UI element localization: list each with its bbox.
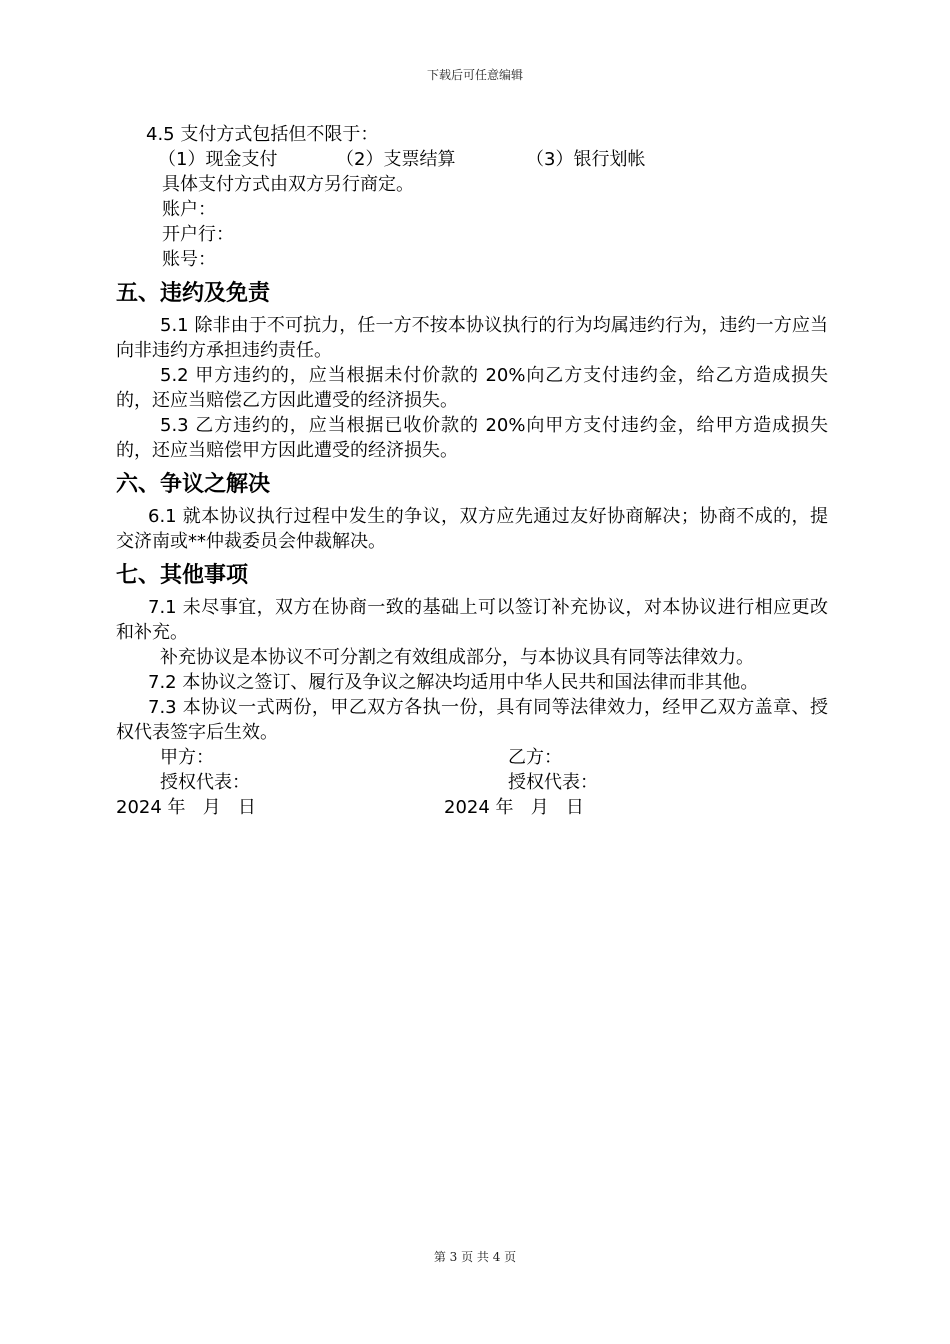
clause-5-3: 5.3 乙方违约的，应当根据已收价款的 20%向甲方支付违约金，给甲方造成损失的，还应当赔偿甲方因此遭受的经济损失。 <box>116 415 828 461</box>
clause-4-5: 4.5 支付方式包括但不限于： <box>146 124 379 145</box>
document-body <box>116 122 828 820</box>
clause-5-2: 5.2 甲方违约的，应当根据未付价款的 20%向乙方支付违约金，给乙方造成损失的，还应当赔偿乙方因此遭受的经济损失。 <box>116 365 828 411</box>
date-b: 2024 年 月 日 <box>444 797 584 818</box>
account-name-label: 账户： <box>162 199 216 220</box>
page-number: 第 3 页 共 4 页 <box>433 1250 517 1264</box>
account-number-label: 账号： <box>162 249 216 270</box>
header-note: 下载后可任意编辑 <box>426 68 523 82</box>
section-6-heading: 六、争议之解决 <box>116 472 271 497</box>
signature-party-row <box>116 745 828 770</box>
supplement-clause: 补充协议是本协议不可分割之有效组成部分，与本协议具有同等法律效力。 <box>160 647 754 668</box>
payment-method-cash: （1）现金支付 <box>158 149 278 170</box>
section-5-heading: 五、违约及免责 <box>116 281 271 306</box>
section-7-heading: 七、其他事项 <box>116 563 249 588</box>
rep-b-label: 授权代表： <box>508 772 598 793</box>
clause-5-1: 5.1 除非由于不可抗力，任一方不按本协议执行的行为均属违约行为，违约一方应当向非违约方承担违约责任。 <box>116 315 828 361</box>
date-a: 2024 年 月 日 <box>116 797 256 818</box>
payment-methods <box>116 147 828 172</box>
clause-7-1: 7.1 未尽事宜，双方在协商一致的基础上可以签订补充协议，对本协议进行相应更改和补充。 <box>116 597 828 643</box>
bank-label: 开户行： <box>162 224 234 245</box>
signature-rep-row <box>116 770 828 795</box>
signature-date-row <box>116 795 828 820</box>
clause-6-1: 6.1 就本协议执行过程中发生的争议，双方应先通过友好协商解决；协商不成的，提交济南或**仲裁委员会仲裁解决。 <box>116 506 828 552</box>
party-b-label: 乙方： <box>508 747 562 768</box>
payment-other: 具体支付方式由双方另行商定。 <box>162 174 414 195</box>
payment-method-transfer: （3）银行划帐 <box>526 149 646 170</box>
payment-method-check: （2）支票结算 <box>336 149 456 170</box>
rep-a-label: 授权代表： <box>160 772 250 793</box>
clause-7-2: 7.2 本协议之签订、履行及争议之解决均适用中华人民共和国法律而非其他。 <box>148 672 759 693</box>
party-a-label: 甲方： <box>160 747 214 768</box>
clause-7-3: 7.3 本协议一式两份，甲乙双方各执一份，具有同等法律效力，经甲乙双方盖章、授权代表签字后生效。 <box>116 697 828 743</box>
